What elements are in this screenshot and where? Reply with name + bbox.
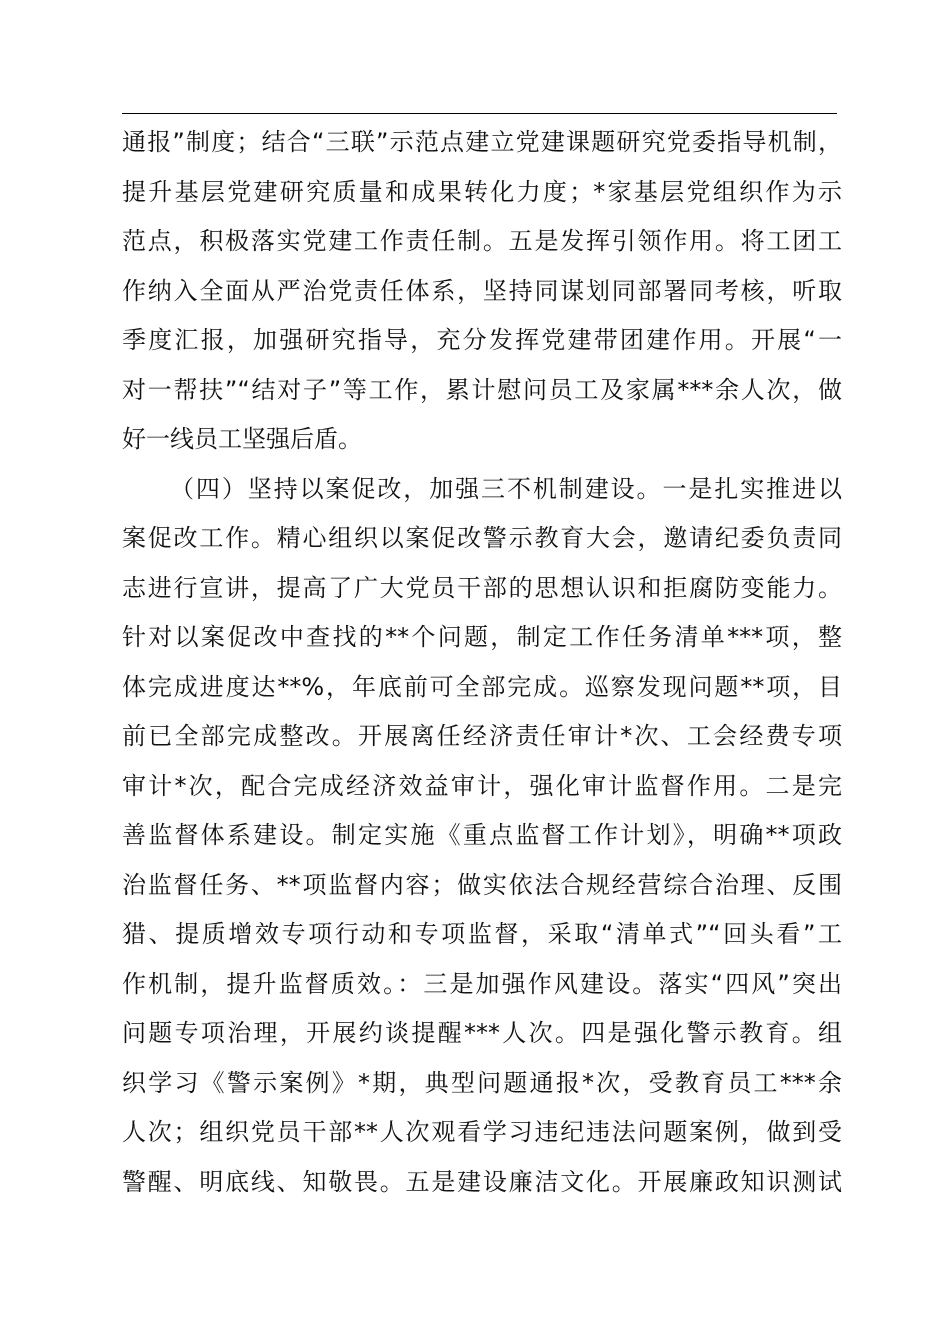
section-heading-line: （四）坚持以案促改，加强三不机制建设。一是扎实推进以 — [170, 474, 842, 503]
text-line: 人次；组织党员干部**人次观看学习违纪违法问题案例，做到受 — [122, 1118, 842, 1146]
text-line: 治监督任务、**项监督内容；做实依法合规经营综合治理、反围 — [122, 870, 842, 899]
text-line: 对一帮扶”“结对子”等工作，累计慰问员工及家属***余人次，做 — [122, 375, 842, 404]
text-line: 猎、提质增效专项行动和专项监督，采取“清单式”“回头看”工 — [122, 920, 842, 948]
text-line: 审计*次，配合完成经济效益审计，强化审计监督作用。二是完 — [122, 771, 842, 800]
text-line: 提升基层党建研究质量和成果转化力度；*家基层党组织作为示 — [122, 177, 842, 206]
text-line: 问题专项治理，开展约谈提醒***人次。四是强化警示教育。组 — [122, 1019, 842, 1047]
text-line: 善监督体系建设。制定实施《重点监督工作计划》，明确**项政 — [122, 821, 842, 849]
text-line: 好一线员工坚强后盾。 — [122, 425, 362, 453]
text-line: 季度汇报，加强研究指导，充分发挥党建带团建作用。开展“一 — [122, 326, 842, 354]
text-line: 案促改工作。精心组织以案促改警示教育大会，邀请纪委负责同 — [122, 524, 842, 552]
text-line: 体完成进度达**%，年底前可全部完成。巡察发现问题**项，目 — [122, 672, 842, 701]
text-line: 作纳入全面从严治党责任体系，坚持同谋划同部署同考核，听取 — [122, 276, 842, 305]
text-line: 作机制，提升监督质效。：三是加强作风建设。落实“四风”突出 — [122, 969, 842, 998]
text-line: 通报”制度；结合“三联”示范点建立党建课题研究党委指导机制， — [122, 128, 842, 156]
text-line: 范点，积极落实党建工作责任制。五是发挥引领作用。将工团工 — [122, 227, 842, 255]
text-line: 前已全部完成整改。开展离任经济责任审计*次、工会经费专项 — [122, 722, 842, 750]
header-rule — [122, 113, 837, 114]
text-line: 志进行宣讲，提高了广大党员干部的思想认识和拒腐防变能力。 — [122, 573, 842, 602]
text-line: 警醒、明底线、知敬畏。五是建设廉洁文化。开展廉政知识测试 — [122, 1167, 842, 1196]
text-line: 织学习《警示案例》*期，典型问题通报*次，受教育员工***余 — [122, 1068, 842, 1097]
body-text — [122, 118, 842, 1207]
text-line: 针对以案促改中查找的**个问题，制定工作任务清单***项，整 — [122, 623, 842, 651]
